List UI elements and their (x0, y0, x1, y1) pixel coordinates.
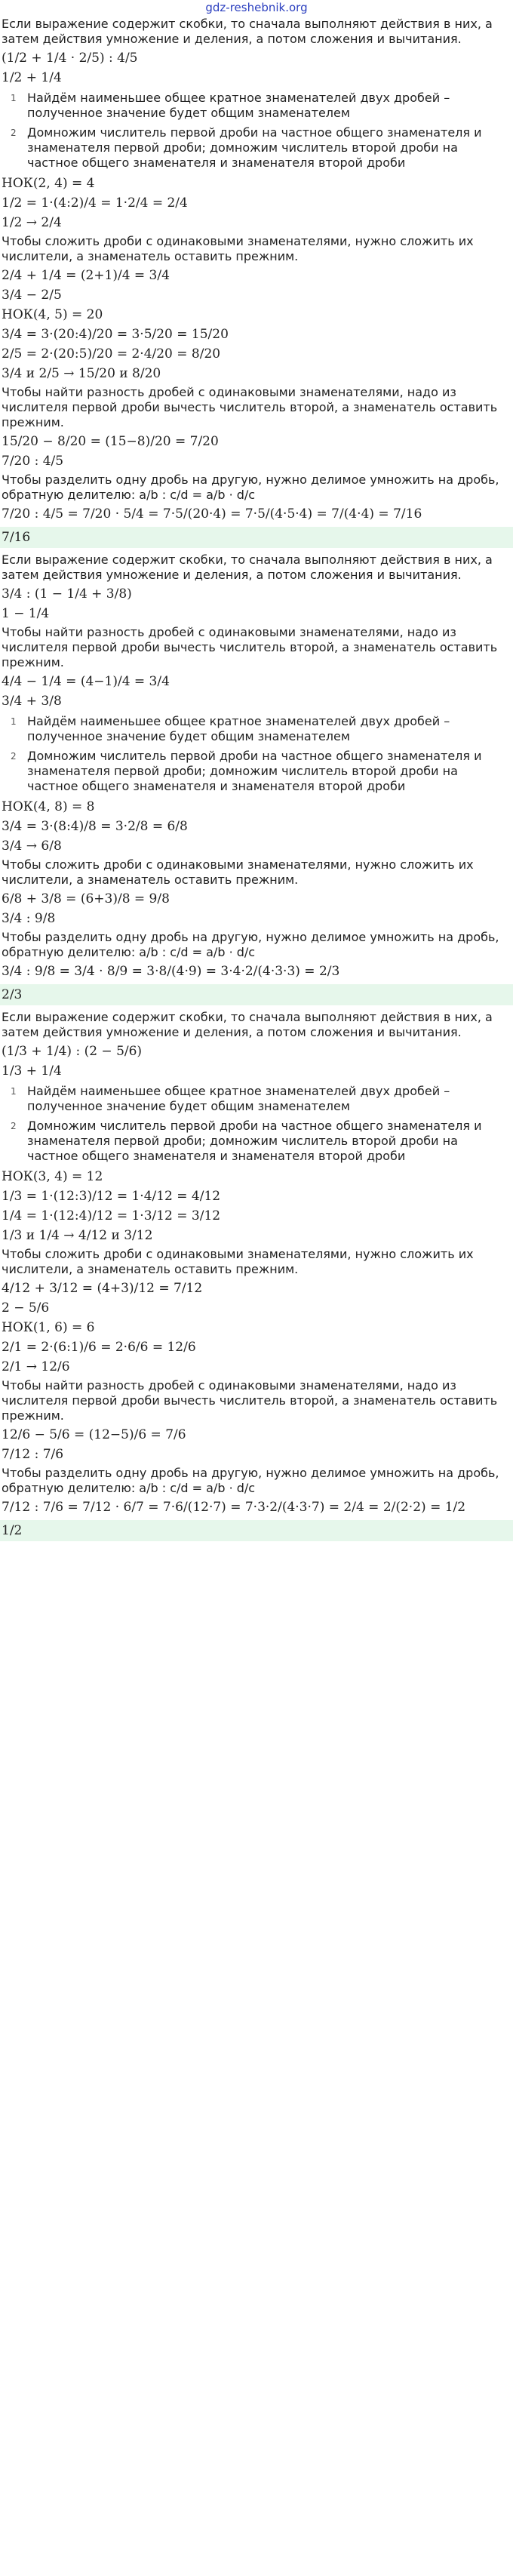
step-line: НОК(3, 4) = 12 (2, 1169, 103, 1184)
step-line: 1/4 = 1·(12:4)/12 = 1·3/12 = 3/12 (2, 1208, 221, 1223)
solution-section-3 (2, 1010, 511, 1541)
step-line: 1/2 = 1·(4:2)/4 = 1·2/4 = 2/4 (2, 195, 188, 211)
solution-section-1 (2, 17, 511, 548)
rule-lcm: Найдём наименьшее общее кратное знаменателей двух дробей – полученное значение будет общим знаменателем (27, 714, 450, 743)
step-line: 2/4 + 1/4 = (2+1)/4 = 3/4 (2, 268, 170, 283)
solution-section-2 (2, 552, 511, 1005)
step-line: НОК(4, 8) = 8 (2, 799, 95, 814)
step-text: Чтобы разделить одну дробь на другую, нужно делимое умножить на дробь, обратную делителю: a/b : c/d = a/b · d/c (2, 472, 499, 502)
rule-mult: Домножим числитель первой дроби на частное общего знаменателя и знаменателя первой дроби; домножим числитель второй дроби на частное общего знаменателя и знаменателя второй дроби (27, 125, 482, 170)
rules-list (2, 714, 511, 794)
first-step: 1/2 + 1/4 (2, 70, 62, 85)
step-line: 2/1 → 12/6 (2, 1359, 70, 1374)
step-line: НОК(4, 5) = 20 (2, 307, 103, 322)
step-text: Чтобы найти разность дробей с одинаковыми знаменателями, надо из числителя первой дроби вычесть числитель второй, а знаменатель оставить прежним. (2, 1378, 498, 1423)
expression: 3/4 : (1 − 1/4 + 3/8) (2, 586, 132, 602)
rules-list (2, 1084, 511, 1164)
step-line: НОК(1, 6) = 6 (2, 1320, 95, 1335)
step-line: 2/5 = 2·(20:5)/20 = 2·4/20 = 8/20 (2, 346, 221, 362)
step-line: 3/4 + 3/8 (2, 694, 62, 709)
step-line: 1/2 → 2/4 (2, 215, 62, 230)
answer-box (0, 984, 513, 1005)
step-line: 3/4 и 2/5 → 15/20 и 8/20 (2, 366, 161, 381)
step-line: 3/4 = 3·(8:4)/8 = 3·2/8 = 6/8 (2, 819, 188, 834)
step-line: 15/20 − 8/20 = (15−8)/20 = 7/20 (2, 434, 219, 449)
site-watermark[interactable]: gdz-reshebnik.org (205, 1, 308, 14)
step-text: Чтобы сложить дроби с одинаковыми знаменателями, нужно сложить их числители, а знаменатель оставить прежним. (2, 1247, 474, 1276)
step-line: 4/4 − 1/4 = (4−1)/4 = 3/4 (2, 674, 170, 689)
site-header (0, 0, 513, 17)
first-step: 1/3 + 1/4 (2, 1063, 62, 1079)
first-step: 1 − 1/4 (2, 606, 50, 621)
step-text: Чтобы сложить дроби с одинаковыми знаменателями, нужно сложить их числители, а знаменатель оставить прежним. (2, 857, 474, 887)
step-line: 6/8 + 3/8 = (6+3)/8 = 9/8 (2, 891, 170, 906)
step-text: Чтобы найти разность дробей с одинаковыми знаменателями, надо из числителя первой дроби вычесть числитель второй, а знаменатель оставить прежним. (2, 385, 498, 429)
step-line: 3/4 = 3·(20:4)/20 = 3·5/20 = 15/20 (2, 327, 229, 342)
answer-box (0, 1520, 513, 1541)
answer-box (0, 527, 513, 548)
rule-item: 2 Домножим числитель первой дроби на частное общего знаменателя и знаменателя первой дроби; домножим числитель второй дроби на частное общего знаменателя и знаменателя второй дроби (11, 749, 511, 794)
step-line: 2 − 5/6 (2, 1300, 50, 1316)
answer-value: 7/16 (2, 530, 31, 545)
step-line: 7/20 : 4/5 (2, 454, 64, 469)
step-line: 7/12 : 7/6 = 7/12 · 6/7 = 7·6/(12·7) = 7·3·2/(4·3·7) = 2/4 = 2/(2·2) = 1/2 (2, 1500, 466, 1515)
expression: (1/2 + 1/4 · 2/5) : 4/5 (2, 51, 138, 66)
rules-list (2, 91, 511, 171)
step-text: Чтобы разделить одну дробь на другую, нужно делимое умножить на дробь, обратную делителю: a/b : c/d = a/b · d/c (2, 1466, 499, 1495)
step-line: 3/4 : 9/8 (2, 911, 56, 926)
expression: (1/3 + 1/4) : (2 − 5/6) (2, 1044, 143, 1059)
rule-mult: Домножим числитель первой дроби на частное общего знаменателя и знаменателя первой дроби; домножим числитель второй дроби на частное общего знаменателя и знаменателя второй дроби (27, 749, 482, 793)
rule-item: 2 Домножим числитель первой дроби на частное общего знаменателя и знаменателя первой дроби; домножим числитель второй дроби на частное общего знаменателя и знаменателя второй дроби (11, 1119, 511, 1164)
rule-item: 1 Найдём наименьшее общее кратное знаменателей двух дробей – полученное значение будет общим знаменателем (11, 91, 511, 121)
answer-value: 2/3 (2, 987, 23, 1002)
step-line: 1/3 = 1·(12:3)/12 = 1·4/12 = 4/12 (2, 1189, 221, 1204)
rule-lcm: Найдём наименьшее общее кратное знаменателей двух дробей – полученное значение будет общим знаменателем (27, 91, 450, 120)
rule-lcm: Найдём наименьшее общее кратное знаменателей двух дробей – полученное значение будет общим знаменателем (27, 1084, 450, 1113)
step-text: Чтобы сложить дроби с одинаковыми знаменателями, нужно сложить их числители, а знаменатель оставить прежним. (2, 234, 474, 263)
intro-text: Если выражение содержит скобки, то сначала выполняют действия в них, а затем действия умножение и деления, а потом сложения и вычитания. (2, 17, 493, 46)
step-line: НОК(2, 4) = 4 (2, 176, 95, 191)
step-line: 12/6 − 5/6 = (12−5)/6 = 7/6 (2, 1427, 186, 1442)
rule-item: 2 Домножим числитель первой дроби на частное общего знаменателя и знаменателя первой дроби; домножим числитель второй дроби на частное общего знаменателя и знаменателя второй дроби (11, 125, 511, 171)
intro-text: Если выражение содержит скобки, то сначала выполняют действия в них, а затем действия умножение и деления, а потом сложения и вычитания. (2, 552, 493, 582)
step-line: 3/4 → 6/8 (2, 839, 62, 854)
solution-content (0, 17, 513, 1541)
intro-text: Если выражение содержит скобки, то сначала выполняют действия в них, а затем действия умножение и деления, а потом сложения и вычитания. (2, 1010, 493, 1039)
step-text: Чтобы разделить одну дробь на другую, нужно делимое умножить на дробь, обратную делителю: a/b : c/d = a/b · d/c (2, 930, 499, 959)
rule-item: 1 Найдём наименьшее общее кратное знаменателей двух дробей – полученное значение будет общим знаменателем (11, 1084, 511, 1114)
answer-value: 1/2 (2, 1523, 23, 1538)
rule-mult: Домножим числитель первой дроби на частное общего знаменателя и знаменателя первой дроби; домножим числитель второй дроби на частное общего знаменателя и знаменателя второй дроби (27, 1119, 482, 1163)
step-text: Чтобы найти разность дробей с одинаковыми знаменателями, надо из числителя первой дроби вычесть числитель второй, а знаменатель оставить прежним. (2, 625, 498, 669)
step-line: 7/20 : 4/5 = 7/20 · 5/4 = 7·5/(20·4) = 7·5/(4·5·4) = 7/(4·4) = 7/16 (2, 506, 422, 522)
step-line: 7/12 : 7/6 (2, 1447, 64, 1462)
step-line: 3/4 − 2/5 (2, 288, 62, 303)
rule-item: 1 Найдём наименьшее общее кратное знаменателей двух дробей – полученное значение будет общим знаменателем (11, 714, 511, 744)
step-line: 2/1 = 2·(6:1)/6 = 2·6/6 = 12/6 (2, 1340, 196, 1355)
step-line: 3/4 : 9/8 = 3/4 · 8/9 = 3·8/(4·9) = 3·4·2/(4·3·3) = 2/3 (2, 964, 340, 979)
step-line: 1/3 и 1/4 → 4/12 и 3/12 (2, 1228, 153, 1243)
step-line: 4/12 + 3/12 = (4+3)/12 = 7/12 (2, 1281, 203, 1296)
